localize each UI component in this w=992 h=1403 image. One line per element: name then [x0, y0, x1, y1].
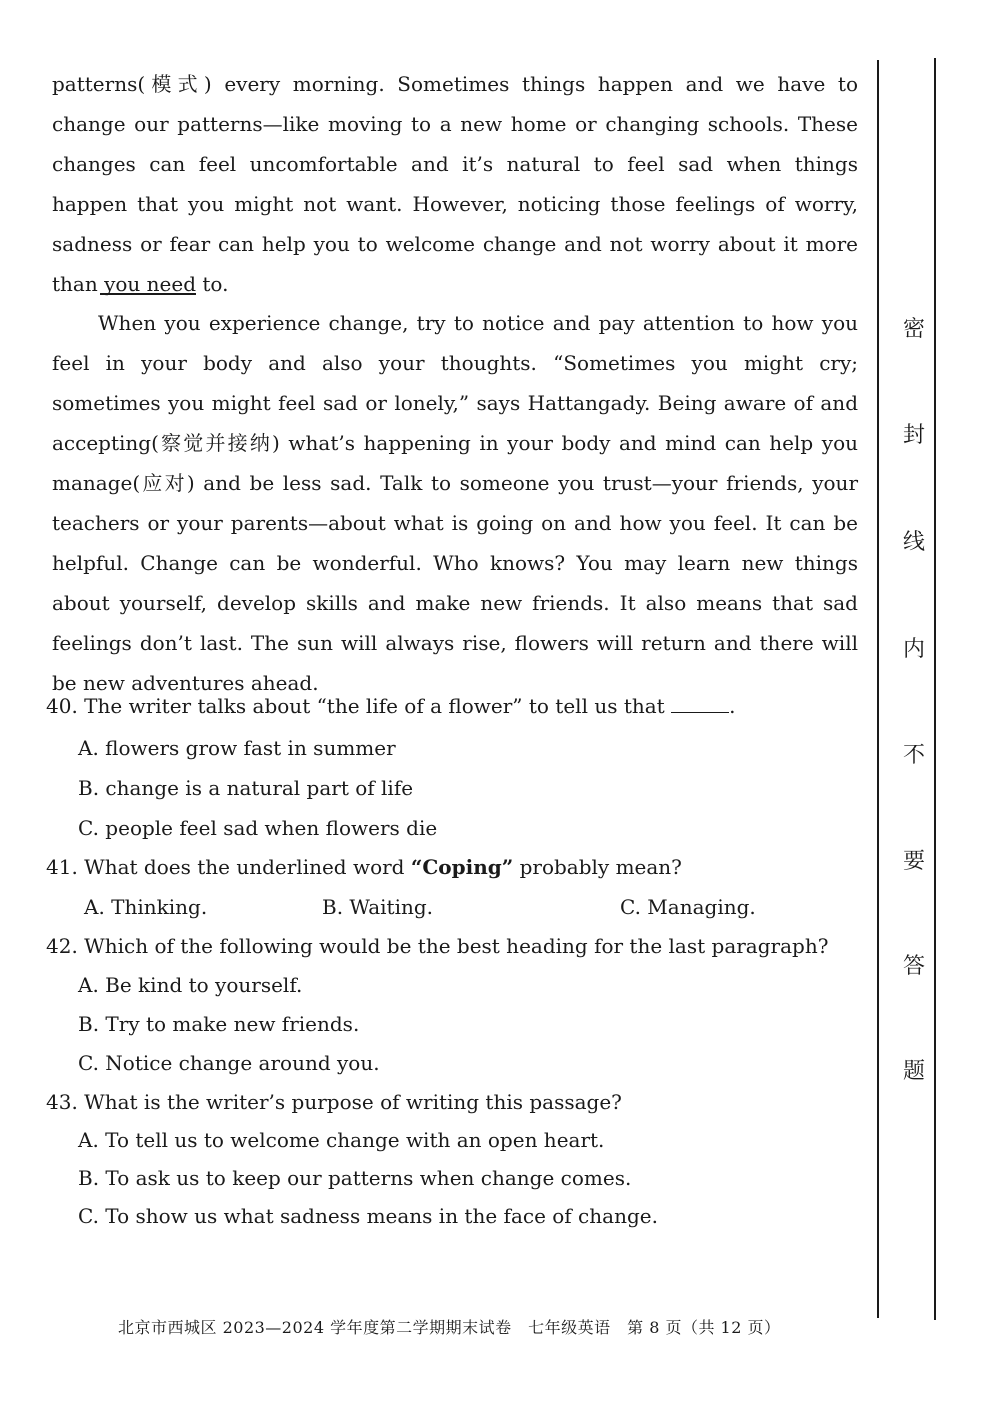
question-stem: 43. What is the writer’s purpose of writing this passage? [46, 1090, 622, 1114]
option-41-b: B. Waiting. [322, 895, 434, 919]
question-stem: 42. Which of the following would be the best heading for the last paragraph? [46, 934, 829, 958]
question-42 [46, 926, 866, 966]
option-41-a: A. Thinking. [84, 895, 208, 919]
option-41-c: C. Managing. [620, 895, 756, 919]
option-43-c: C. To show us what sadness means in the face of change. [78, 1204, 658, 1228]
binding-char: 要 [902, 849, 925, 874]
binding-char: 不 [902, 743, 925, 768]
answer-blank [671, 694, 729, 713]
option-42-a: A. Be kind to yourself. [78, 973, 303, 997]
question-41: 41. What does the underlined word “Coping” probably mean? [46, 855, 682, 879]
option-42-b: B. Try to make new friends. [78, 1012, 360, 1036]
paragraph-text: patterns(模式) every morning. Sometimes things happen and we have to change our patterns—like moving to a new home or changing schools. These changes can feel uncomfortable and it’s natural to feel sad when things happen that you might not want. However, noticing those feelings of worry, sadness or fear can help you to welcome change and not worry about it more than you need to. [52, 72, 858, 296]
paragraph-continued [52, 64, 858, 304]
underlined-word: “Coping” [410, 855, 514, 879]
binding-char: 内 [902, 637, 925, 662]
option-40-a: A. flowers grow fast in summer [78, 736, 396, 760]
binding-line-inner [877, 60, 879, 1318]
option-43-a: A. To tell us to welcome change with an open heart. [78, 1128, 605, 1152]
paragraph-text: When you experience change, try to notice and pay attention to how you feel in your body and also your thoughts. “Sometimes you might cry; sometimes you might feel sad or lonely,” says Hattangady. Being aware of and accepting(察觉并接纳) what’s happening in your body and mind can help you manage(应对) and be less sad. Talk to someone you trust—your friends, your teachers or your parents—about what is going on and how you feel. It can be helpful. Change can be wonderful. Who knows? You may learn new things about yourself, develop skills and make new friends. It also means that sad feelings don’t last. The sun will always rise, flowers will return and there will be new adventures ahead. [52, 311, 858, 695]
question-stem: 41. What does the underlined word [46, 855, 411, 879]
option-43-b: B. To ask us to keep our patterns when change comes. [78, 1166, 632, 1190]
binding-char: 封 [902, 423, 925, 448]
binding-line-outer [934, 58, 936, 1320]
heading-blank-line [100, 293, 196, 295]
option-42-c: C. Notice change around you. [78, 1051, 380, 1075]
option-40-c: C. people feel sad when flowers die [78, 816, 438, 840]
option-40-b: B. change is a natural part of life [78, 776, 414, 800]
binding-char: 答 [902, 954, 925, 979]
page-footer: 北京市西城区 2023—2024 学年度第二学期期末试卷 七年级英语 第 8 页（共 12 页） [118, 1318, 781, 1337]
paragraph-last [52, 303, 858, 703]
binding-char: 题 [902, 1059, 925, 1084]
binding-char: 线 [902, 530, 925, 555]
question-40: 40. The writer talks about “the life of a flower” to tell us that . [46, 694, 736, 718]
question-stem: 40. The writer talks about “the life of a flower” to tell us that [46, 694, 665, 718]
binding-char: 密 [902, 317, 925, 342]
question-43 [46, 1082, 866, 1122]
